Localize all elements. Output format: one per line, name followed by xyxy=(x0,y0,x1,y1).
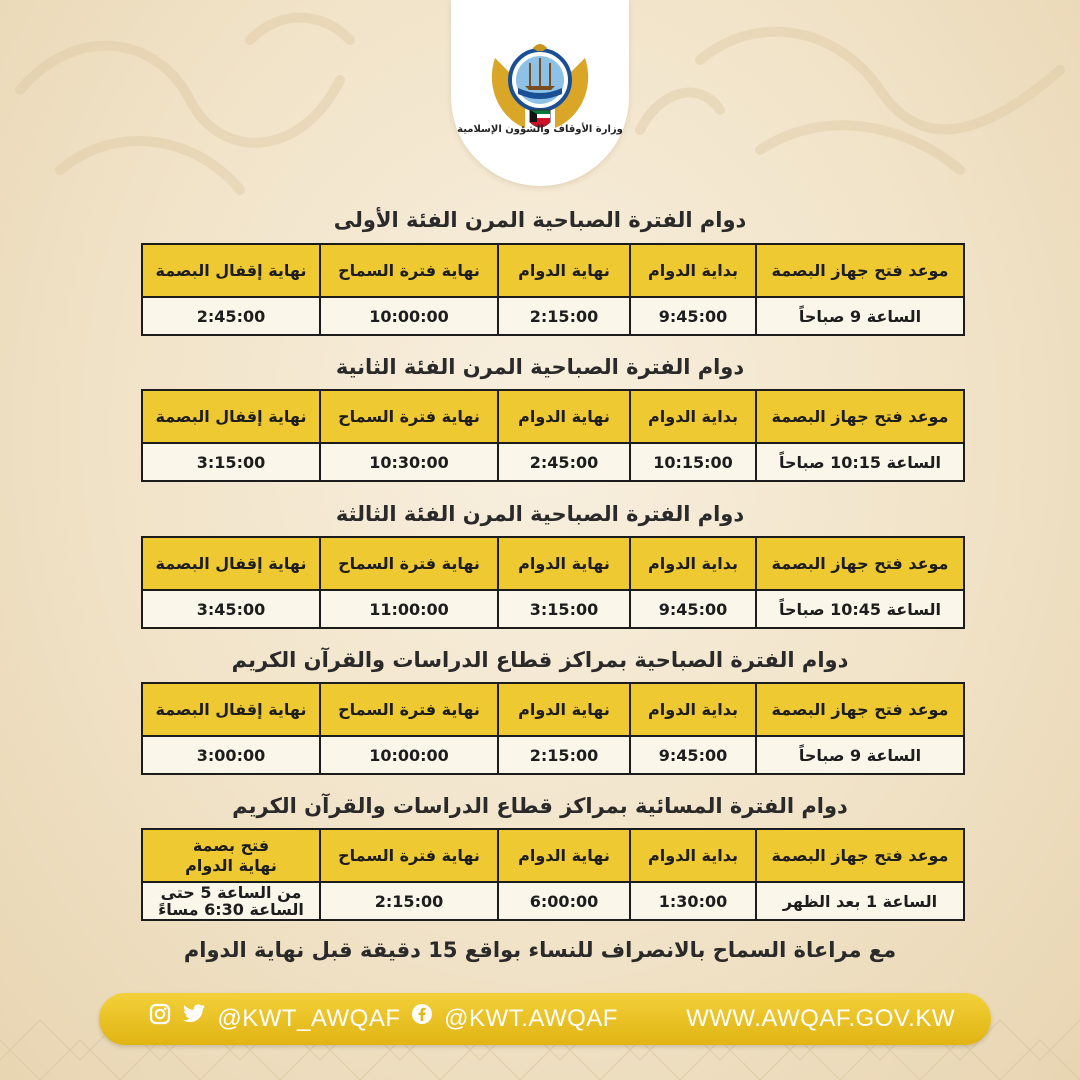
value-cell: 9:45:00 xyxy=(630,590,756,628)
header-line: فتح بصمة xyxy=(192,835,270,855)
header-cell: نهاية فترة السماح xyxy=(320,537,498,590)
section-title-2: دوام الفترة الصباحية المرن الفئة الثانية xyxy=(335,355,745,379)
ministry-name-caption: وزارة الأوقاف والشؤون الإسلامية xyxy=(457,124,623,135)
value-cell: 10:00:00 xyxy=(320,297,498,335)
value-cell: 10:15:00 xyxy=(630,443,756,481)
schedule-table-2 xyxy=(141,389,965,482)
value-line: من الساعة 5 حتى xyxy=(160,883,302,902)
ministry-emblem xyxy=(475,18,605,168)
header-cell: موعد فتح جهاز البصمة xyxy=(756,390,964,443)
table-header-row xyxy=(142,244,964,297)
table-header-row xyxy=(142,537,964,590)
value-cell: الساعة 10:15 صباحاً xyxy=(756,443,964,481)
value-cell: 9:45:00 xyxy=(630,297,756,335)
value-cell: 6:00:00 xyxy=(498,882,630,920)
header-cell: موعد فتح جهاز البصمة xyxy=(756,537,964,590)
header-cell: بداية الدوام xyxy=(630,244,756,297)
header-cell: نهاية فترة السماح xyxy=(320,829,498,882)
value-cell: 2:15:00 xyxy=(320,882,498,920)
value-line: الساعة 6:30 مساءً xyxy=(158,900,304,919)
header-cell: نهاية إقفال البصمة xyxy=(142,537,320,590)
section-title-5: دوام الفترة المسائية بمراكز قطاع الدراسات والقرآن الكريم xyxy=(232,794,848,818)
value-cell: الساعة 10:45 صباحاً xyxy=(756,590,964,628)
schedule-table-3 xyxy=(141,536,965,629)
value-cell: 3:00:00 xyxy=(142,736,320,774)
schedule-table-4 xyxy=(141,682,965,775)
value-cell: 3:15:00 xyxy=(142,443,320,481)
value-cell: 9:45:00 xyxy=(630,736,756,774)
value-cell: 11:00:00 xyxy=(320,590,498,628)
header-cell: بداية الدوام xyxy=(630,829,756,882)
header-cell: موعد فتح جهاز البصمة xyxy=(756,829,964,882)
social-handle-instagram-twitter[interactable] xyxy=(149,993,400,1045)
table-header-row xyxy=(142,390,964,443)
header-cell: نهاية فترة السماح xyxy=(320,683,498,736)
value-cell-fingerprint-window xyxy=(142,882,320,920)
header-cell: نهاية إقفال البصمة xyxy=(142,244,320,297)
header-cell: نهاية إقفال البصمة xyxy=(142,683,320,736)
value-cell: 2:45:00 xyxy=(142,297,320,335)
women-leave-note: مع مراعاة السماح بالانصراف للنساء بواقع 15 دقيقة قبل نهاية الدوام xyxy=(183,938,897,962)
schedule-table-5 xyxy=(141,828,965,921)
header-cell-fingerprint-end xyxy=(142,829,320,882)
header-cell: نهاية الدوام xyxy=(498,537,630,590)
header-cell: بداية الدوام xyxy=(630,390,756,443)
facebook-icon[interactable] xyxy=(411,992,433,1044)
header-cell: موعد فتح جهاز البصمة xyxy=(756,683,964,736)
table-header-row xyxy=(142,683,964,736)
table-row xyxy=(142,443,964,481)
value-cell: الساعة 9 صباحاً xyxy=(756,297,964,335)
section-title-3: دوام الفترة الصباحية المرن الفئة الثالثة xyxy=(335,502,745,526)
header-cell: نهاية الدوام xyxy=(498,829,630,882)
logo-card xyxy=(451,0,629,186)
value-cell: 1:30:00 xyxy=(630,882,756,920)
section-title-1: دوام الفترة الصباحية المرن الفئة الأولى xyxy=(333,208,747,232)
header-cell: نهاية الدوام xyxy=(498,390,630,443)
instagram-icon[interactable] xyxy=(149,992,171,1044)
header-cell: نهاية فترة السماح xyxy=(320,244,498,297)
header-cell: موعد فتح جهاز البصمة xyxy=(756,244,964,297)
twitter-icon[interactable] xyxy=(182,992,206,1044)
header-cell: بداية الدوام xyxy=(630,537,756,590)
table-row xyxy=(142,590,964,628)
value-cell: 10:00:00 xyxy=(320,736,498,774)
value-cell: الساعة 1 بعد الظهر xyxy=(756,882,964,920)
table-row xyxy=(142,882,964,920)
social-handle-facebook[interactable] xyxy=(411,993,618,1045)
value-cell: الساعة 9 صباحاً xyxy=(756,736,964,774)
value-cell: 3:15:00 xyxy=(498,590,630,628)
header-cell: نهاية فترة السماح xyxy=(320,390,498,443)
instagram-twitter-handle: @KWT_AWQAF xyxy=(217,1005,401,1032)
section-title-4: دوام الفترة الصباحية بمراكز قطاع الدراسات والقرآن الكريم xyxy=(231,648,849,672)
value-cell: 2:15:00 xyxy=(498,736,630,774)
value-cell: 2:45:00 xyxy=(498,443,630,481)
header-cell: نهاية الدوام xyxy=(498,244,630,297)
table-row xyxy=(142,297,964,335)
value-cell: 2:15:00 xyxy=(498,297,630,335)
footer-bar xyxy=(99,993,991,1045)
value-cell: 10:30:00 xyxy=(320,443,498,481)
header-line: نهاية الدوام xyxy=(185,855,277,875)
value-cell: 3:45:00 xyxy=(142,590,320,628)
table-row xyxy=(142,736,964,774)
header-cell: نهاية الدوام xyxy=(498,683,630,736)
website-link[interactable]: WWW.AWQAF.GOV.KW xyxy=(686,1005,955,1032)
schedule-table-1 xyxy=(141,243,965,336)
table-header-row xyxy=(142,829,964,882)
header-cell: نهاية إقفال البصمة xyxy=(142,390,320,443)
facebook-handle: @KWT.AWQAF xyxy=(444,1005,618,1032)
header-cell: بداية الدوام xyxy=(630,683,756,736)
